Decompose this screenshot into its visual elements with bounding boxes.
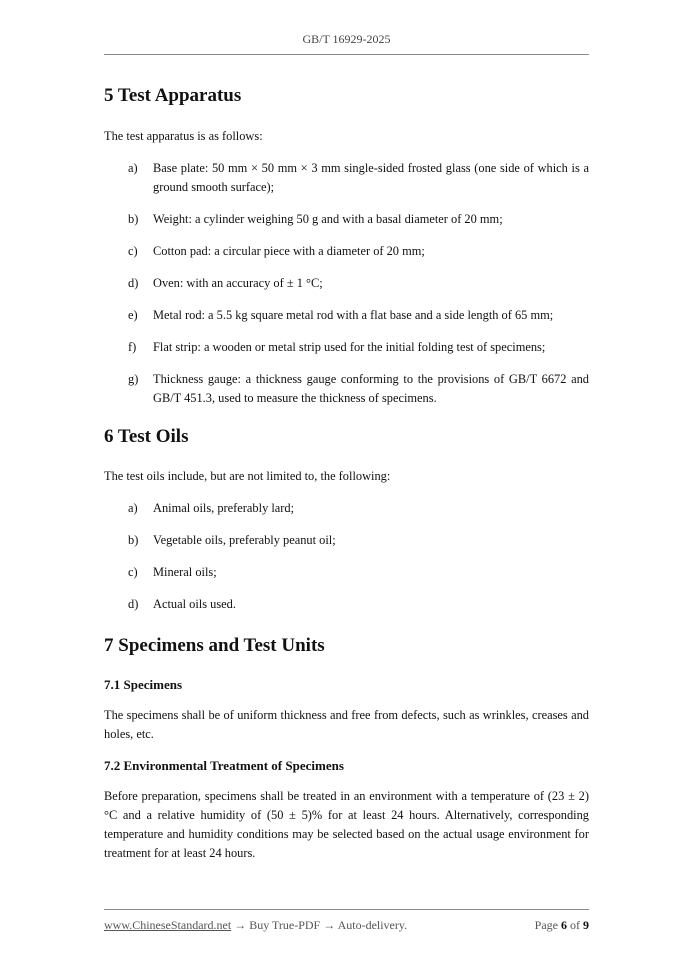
footer-promo [104, 918, 407, 933]
list-item [104, 595, 589, 614]
page-header: GB/T 16929-2025 [302, 32, 391, 46]
section-6-heading: 6 Test Oils [104, 426, 189, 447]
list-item [104, 306, 589, 325]
list-item [104, 499, 589, 518]
list-marker: g) [128, 372, 139, 386]
list-marker: d) [128, 276, 139, 290]
list-marker: a) [128, 161, 138, 175]
website-link[interactable]: www.ChineseStandard.net [104, 918, 232, 932]
list-item-text: Cotton pad: a circular piece with a diameter of 20 mm; [153, 244, 425, 258]
list-item [104, 242, 589, 261]
section-7-heading: 7 Specimens and Test Units [104, 635, 325, 656]
list-item-text: Base plate: 50 mm × 50 mm × 3 mm single-sided frosted glass (one side of which is a ground smooth surface); [153, 161, 589, 194]
list-item [104, 563, 589, 582]
subsection-7-1-heading: 7.1 Specimens [104, 677, 182, 692]
list-item-text: Flat strip: a wooden or metal strip used for the initial folding test of specimens; [153, 340, 546, 354]
section-6-intro: The test oils include, but are not limited to, the following: [104, 469, 391, 483]
list-item [104, 531, 589, 550]
subsection-7-2-text: Before preparation, specimens shall be treated in an environment with a temperature of (23 ± 2) °C and a relative humidity of (50 ± 5)% for at least 24 hours. Alternatively, corresponding temperature and humidity conditions may be selected based on the actual usage environment for treatment for at least 24 hours. [104, 789, 589, 860]
footer-divider [104, 909, 589, 910]
total-pages: 9 [583, 918, 589, 932]
list-marker: b) [128, 533, 139, 547]
list-item-text: Mineral oils; [153, 565, 217, 579]
list-item [104, 159, 589, 197]
list-item [104, 338, 589, 357]
list-item [104, 370, 589, 408]
list-item-text: Metal rod: a 5.5 kg square metal rod with a flat base and a side length of 65 mm; [153, 308, 554, 322]
section-5-heading: 5 Test Apparatus [104, 85, 242, 106]
list-item-text: Animal oils, preferably lard; [153, 501, 295, 515]
subsection-7-2-heading: 7.2 Environmental Treatment of Specimens [104, 758, 344, 773]
list-item-text: Actual oils used. [153, 597, 236, 611]
list-marker: d) [128, 597, 139, 611]
list-item-text: Weight: a cylinder weighing 50 g and with a basal diameter of 20 mm; [153, 212, 503, 226]
list-marker: a) [128, 501, 138, 515]
list-item-text: Vegetable oils, preferably peanut oil; [153, 533, 336, 547]
list-item [104, 210, 589, 229]
list-marker: c) [128, 244, 138, 258]
list-marker: c) [128, 565, 138, 579]
page-footer [104, 918, 589, 933]
section-5-intro: The test apparatus is as follows: [104, 129, 263, 143]
header-divider [104, 54, 589, 55]
page-content [104, 84, 589, 863]
list-marker: e) [128, 308, 138, 322]
list-marker: b) [128, 212, 139, 226]
footer-promo-text: → Buy True-PDF → Auto-delivery. [231, 918, 408, 932]
apparatus-list [104, 159, 589, 408]
list-item [104, 274, 589, 293]
page-label: Page [534, 918, 558, 932]
of-label: of [570, 918, 580, 932]
list-marker: f) [128, 340, 137, 354]
list-item-text: Oven: with an accuracy of ± 1 °C; [153, 276, 323, 290]
page-number [535, 918, 589, 933]
current-page: 6 [561, 918, 567, 932]
list-item-text: Thickness gauge: a thickness gauge conforming to the provisions of GB/T 6672 and GB/T 451.3, used to measure the thickness of specimens. [153, 372, 589, 405]
subsection-7-1-text: The specimens shall be of uniform thickness and free from defects, such as wrinkles, creases and holes, etc. [104, 708, 589, 741]
test-oils-list [104, 499, 589, 614]
